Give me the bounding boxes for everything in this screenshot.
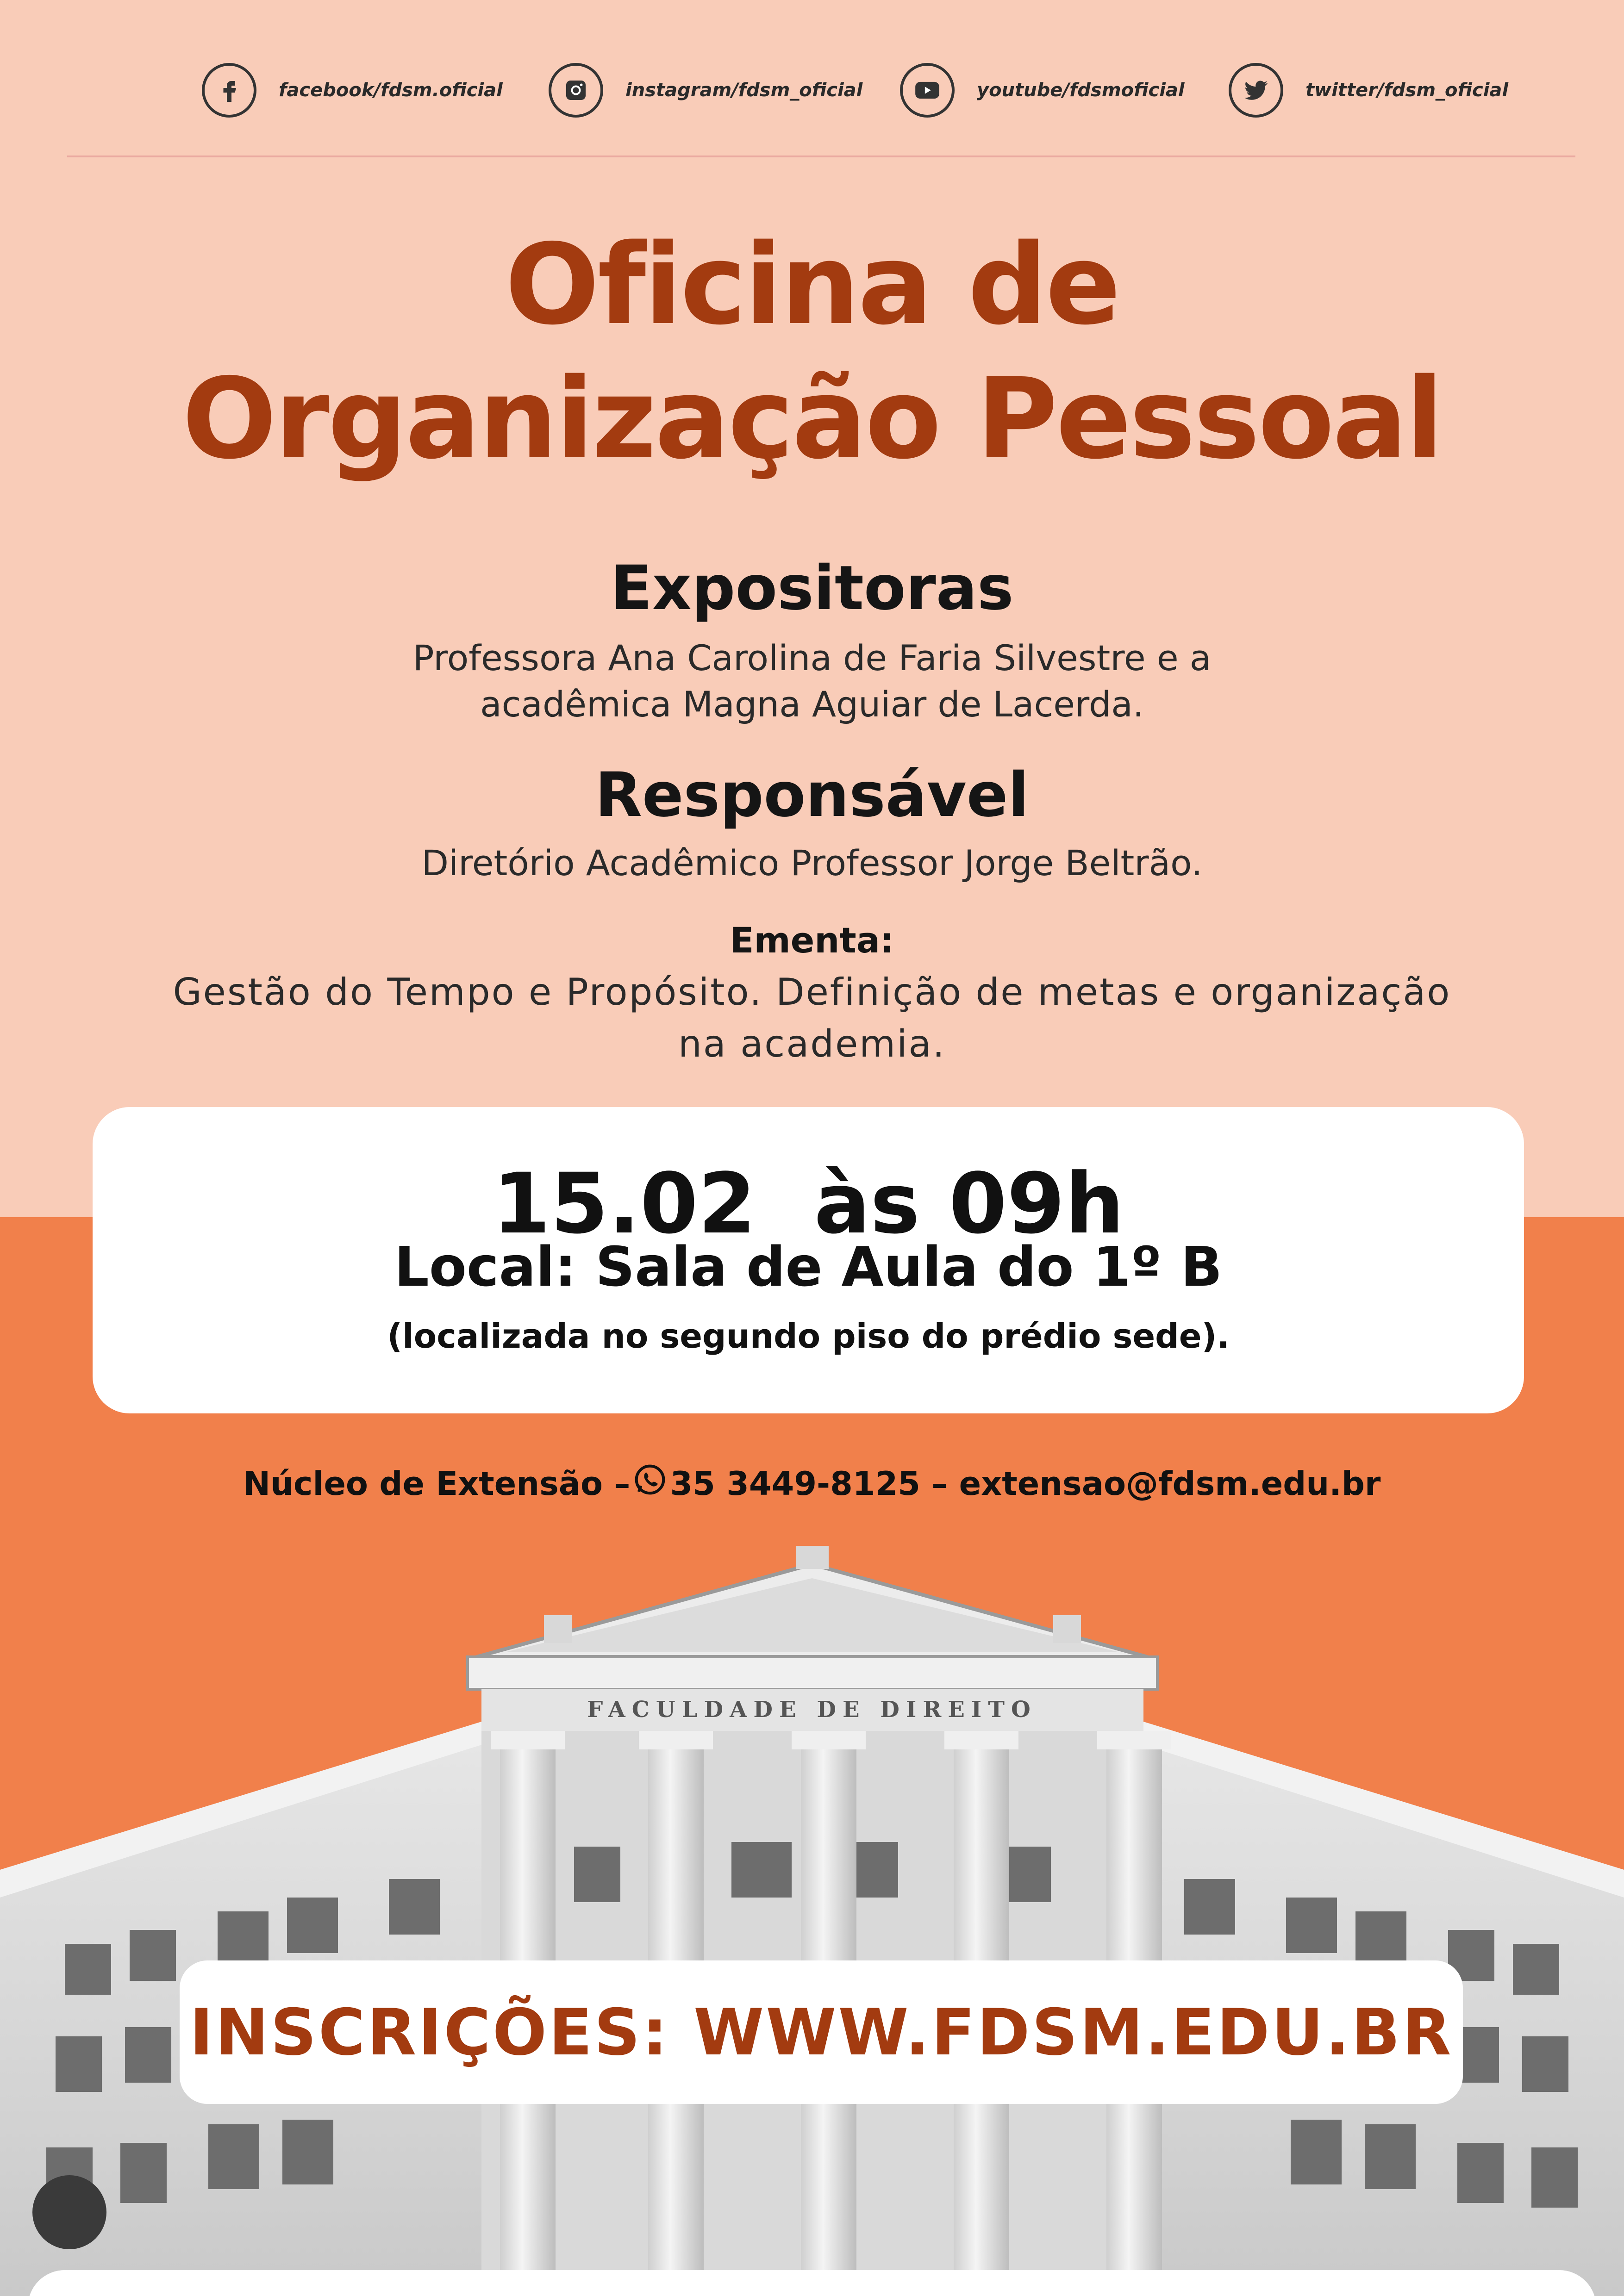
social-youtube[interactable] [900, 60, 1185, 120]
instagram-icon [549, 63, 603, 118]
contact-details: 35 3449-8125 – extensao@fdsm.edu.br [670, 1464, 1381, 1503]
responsavel-heading: Responsável [595, 759, 1029, 831]
expositoras-text [0, 635, 1624, 728]
building-inscription: FACULDADE DE DIREITO [587, 1697, 1037, 1723]
ementa-line-1: Gestão do Tempo e Propósito. Definição de metas e organização [173, 971, 1451, 1014]
footer-strip [28, 2270, 1596, 2296]
social-facebook[interactable] [202, 60, 503, 120]
ementa-line-2: na academia. [678, 1022, 946, 1065]
event-card [93, 1107, 1524, 1413]
expositoras-heading: Expositoras [610, 553, 1014, 624]
social-label: instagram/fdsm_oficial [625, 80, 863, 101]
social-bar [0, 60, 1624, 120]
signup-text: INSCRIÇÕES: WWW.FDSM.EDU.BR [189, 1995, 1453, 2070]
expositoras-line-2: acadêmica Magna Aguiar de Lacerda. [480, 684, 1144, 725]
social-label: twitter/fdsm_oficial [1305, 80, 1509, 101]
page-title [0, 218, 1624, 486]
ementa-heading: Ementa: [730, 920, 894, 961]
event-local-note: (localizada no segundo piso do prédio sede). [387, 1317, 1230, 1356]
event-date: 15.02 às 09h [492, 1156, 1124, 1252]
contact-line [0, 1462, 1624, 1505]
youtube-icon [900, 63, 955, 118]
social-twitter[interactable] [1229, 60, 1508, 120]
ementa-text [0, 966, 1624, 1070]
title-line-1: Oficina de [505, 220, 1119, 349]
social-label: facebook/fdsm.oficial [279, 80, 503, 101]
social-instagram[interactable] [549, 60, 862, 120]
responsavel-text: Diretório Acadêmico Professor Jorge Beltrão. [421, 842, 1203, 884]
title-line-2: Organização Pessoal [182, 354, 1442, 484]
signup-banner[interactable] [180, 1960, 1463, 2104]
expositoras-line-1: Professora Ana Carolina de Faria Silvestre e a [412, 637, 1212, 678]
event-local: Local: Sala de Aula do 1º B [394, 1235, 1223, 1299]
building-photo [0, 1546, 1624, 2296]
divider [67, 156, 1575, 157]
twitter-icon [1229, 63, 1283, 118]
whatsapp-icon [630, 1462, 670, 1505]
facebook-icon [202, 63, 256, 118]
social-label: youtube/fdsmoficial [977, 80, 1185, 101]
contact-prefix: Núcleo de Extensão – [243, 1464, 631, 1503]
